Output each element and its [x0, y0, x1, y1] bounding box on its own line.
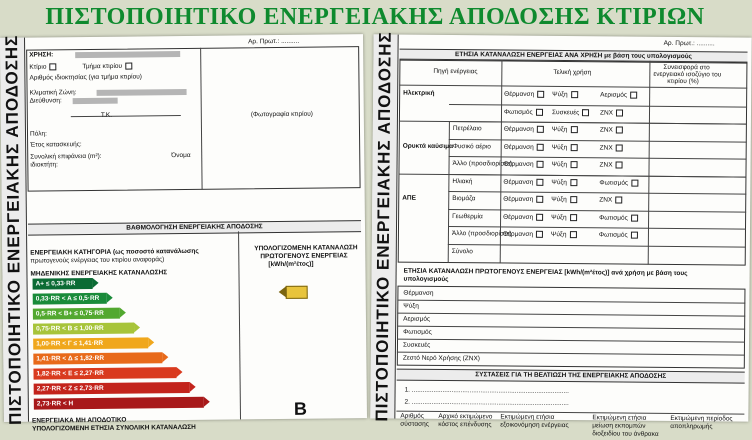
field-xrisi[interactable]: [75, 51, 180, 58]
use-checkbox[interactable]: [537, 161, 544, 168]
use-option: [503, 230, 543, 239]
checkbox-tmima[interactable]: [125, 63, 132, 70]
use-label: Ψύξη: [551, 143, 568, 151]
energy-class-bar: 2,27·RR < Ζ ≤ 2,73·RR: [34, 382, 190, 395]
source-name: Άλλο (προσδιορίστε): [452, 160, 513, 168]
use-label: Θέρμανση: [503, 213, 534, 221]
energy-class-bar: 0,75·RR < B ≤ 1,00·RR: [33, 323, 134, 335]
certificate-page-2: [370, 31, 751, 438]
use-option: [504, 108, 543, 117]
field-klimatiki[interactable]: [97, 89, 187, 96]
label-poli: Πόλη:: [29, 130, 47, 138]
use-option: [504, 125, 544, 134]
use-option: [504, 143, 544, 152]
use-option: [503, 213, 543, 222]
use-label: Συσκευές: [551, 108, 580, 116]
use-label: Φωτισμός: [599, 214, 628, 222]
low-label: ΕΝΕΡΓΕΙΑΚΑ ΜΗ ΑΠΟΔΟΤΙΚΟ: [31, 416, 127, 425]
protocol-number: Αρ. Πρωτ.: ..........: [248, 37, 300, 46]
use-checkbox[interactable]: [630, 92, 637, 99]
col-source: Πηγή ενέργειας: [433, 67, 478, 76]
use-label: Φωτισμός: [503, 108, 533, 116]
use-label: Ψύξη: [551, 178, 567, 186]
building-info-box: [26, 46, 360, 191]
use-label: Ψύξη: [551, 161, 568, 169]
use-label: Ψύξη: [552, 91, 568, 99]
source-name: Σύνολο: [451, 247, 473, 255]
recommendation-2: 2. .......................................................................................: [404, 398, 569, 408]
use-option: [551, 231, 577, 239]
use-option: [600, 91, 637, 100]
use-option: [600, 144, 623, 152]
use-option: [599, 214, 638, 223]
use-checkbox[interactable]: [537, 91, 544, 98]
use-label: ΖΝΧ: [599, 196, 613, 204]
use-checkbox[interactable]: [570, 179, 577, 186]
use-checkbox[interactable]: [616, 109, 623, 116]
label-tmima: Τμήμα κτιρίου: [82, 62, 123, 71]
use-option: [600, 109, 623, 117]
label-ktirio: Κτίριο: [29, 63, 47, 71]
primary-use-row: Συσκευές: [402, 341, 431, 349]
certificate-page-1: [0, 34, 367, 433]
use-option: [551, 213, 577, 221]
current-class-letter: B: [293, 398, 308, 419]
label-arithmos: Αριθμός ιδιοκτησίας (για τμήμα κτιρίου): [29, 73, 142, 82]
rating-header: ΒΑΘΜΟΛΟΓΗΣΗ ΕΝΕΡΓΕΙΑΚΗΣ ΑΠΟΔΟΣΗΣ: [28, 220, 361, 235]
use-label: Θέρμανση: [504, 90, 535, 98]
use-label: Θέρμανση: [503, 160, 534, 168]
use-checkbox[interactable]: [536, 213, 543, 220]
category-label-1: ΕΝΕΡΓΕΙΑΚΗ ΚΑΤΗΓΟΡΙΑ (ως ποσοστό κατανάλωσης: [30, 247, 199, 257]
source-name: Πετρέλαιο: [452, 125, 482, 133]
primary-use-row: Θέρμανση: [403, 289, 434, 297]
side-label: ΠΙΣΤΟΠΟΙΗΤΙΚΟ ΕΝΕΡΓΕΙΑΚΗΣ ΑΠΟΔΟΣΗΣ: [1, 34, 26, 425]
footer-label-1: ΥΠΟΛΟΓΙΖΟΜΕΝΗ ΕΤΗΣΙΑ ΣΥΝΟΛΙΚΗ ΚΑΤΑΝΑΛΩΣΗ: [32, 423, 196, 433]
use-checkbox[interactable]: [631, 232, 638, 239]
side-label-2: ΠΙΣΤΟΠΟΙΗΤΙΚΟ ΕΝΕΡΓΕΙΑΚΗΣ ΑΠΟΔΟΣΗΣ: [372, 31, 395, 422]
use-checkbox[interactable]: [616, 126, 623, 133]
source-name: Φυσικό αέριο: [452, 142, 491, 150]
use-option: [504, 160, 544, 169]
energy-class-bar: A+ ≤ 0,33·RR: [33, 278, 93, 290]
use-label: Θέρμανση: [502, 230, 534, 238]
use-label: Φωτισμός: [599, 179, 629, 187]
use-label: Ψύξη: [551, 196, 567, 204]
use-option: [599, 179, 638, 188]
col-contrib-2: ενεργειακό ισοζύγιο του: [653, 70, 722, 79]
source-name: Άλλο (προσδιορίστε): [451, 230, 512, 238]
use-option: [552, 108, 589, 117]
category-label-2: πρωτογενούς ενέργειας του κτιρίου αναφοράς): [30, 256, 165, 265]
use-option: [600, 126, 623, 134]
use-checkbox[interactable]: [569, 231, 576, 238]
col-use: Τελική χρήση: [553, 68, 592, 77]
zero-label: ΜΗΔΕΝΙΚΗΣ ΕΝΕΡΓΕΙΑΚΗΣ ΚΑΤΑΝΑΛΩΣΗΣ: [30, 269, 168, 278]
recommend-header: ΣΥΣΤΑΣΕΙΣ ΓΙΑ ΤΗ ΒΕΛΤΙΩΣΗ ΤΗΣ ΕΝΕΡΓΕΙΑΚΗΣ ΑΠΟΔΟΣΗΣ: [397, 369, 745, 384]
use-checkbox[interactable]: [570, 214, 577, 221]
use-checkbox[interactable]: [537, 143, 544, 150]
use-checkbox[interactable]: [536, 231, 543, 238]
use-checkbox[interactable]: [537, 126, 544, 133]
use-checkbox[interactable]: [582, 109, 589, 116]
investment-col-header: Εκτιμώμενη περίοδος αποπληρωμής: [670, 414, 733, 431]
use-option: [552, 126, 578, 134]
label-idioktiti: ιδιοκτήτη:: [30, 161, 58, 169]
use-label: Θέρμανση: [503, 178, 534, 186]
side-label-bar: [0, 34, 29, 425]
use-label: ΖΝΧ: [599, 161, 613, 169]
source-group: Ηλεκτρική: [403, 89, 435, 97]
use-checkbox[interactable]: [570, 144, 577, 151]
use-label: Ψύξη: [550, 231, 567, 239]
label-onoma: Όνομα: [171, 151, 191, 160]
primary-use-row: Ψύξη: [403, 302, 419, 310]
use-checkbox[interactable]: [616, 161, 623, 168]
use-label: Αερισμός: [600, 91, 628, 99]
col-contrib-1: Συνεισφορά στο: [663, 63, 710, 72]
use-option: [551, 196, 577, 204]
use-option: [600, 161, 623, 169]
use-option: [504, 90, 544, 99]
field-dieuthinsi[interactable]: [73, 98, 118, 104]
primary-header-2: υπολογισμούς: [403, 275, 449, 284]
use-checkbox[interactable]: [570, 161, 577, 168]
label-etos: Έτος κατασκευής:: [30, 141, 82, 149]
energy-class-bar: 1,82·RR < Ε ≤ 2,27·RR: [33, 367, 176, 379]
annual-consumption-header: ΕΤΗΣΙΑ ΚΑΤΑΝΑΛΩΣΗ ΕΝΕΡΓΕΙΑΣ ΑΝΑ ΧΡΗΣΗ με βάση τους υπολογισμούς: [399, 49, 747, 64]
use-checkbox[interactable]: [631, 214, 638, 221]
col-contrib-3: κτιρίου (%): [667, 77, 699, 86]
use-label: Ψύξη: [551, 126, 568, 134]
label-epifaneia: Συνολική επιφάνεια (m²):: [30, 152, 102, 161]
use-label: ΖΝΧ: [599, 126, 613, 134]
use-checkbox[interactable]: [631, 179, 638, 186]
energy-class-bar: 1,00·RR < Γ ≤ 1,41·RR: [33, 337, 148, 349]
primary-header-1: ΕΤΗΣΙΑ ΚΑΤΑΝΑΛΩΣΗ ΠΡΩΤΟΓΕΝΟΥΣ ΕΝΕΡΓΕΙΑΣ [kWh/(m²έτος)] ανά χρήση με βάση τους: [403, 267, 688, 278]
use-checkbox[interactable]: [536, 178, 543, 185]
use-option: [552, 161, 578, 169]
primary-use-row: Αερισμός: [403, 315, 431, 323]
calc-label-1: ΥΠΟΛΟΓΙΖΟΜΕΝΗ ΚΑΤΑΝΑΛΩΣΗ: [254, 244, 358, 253]
use-checkbox[interactable]: [615, 196, 622, 203]
use-checkbox[interactable]: [570, 196, 577, 203]
investment-col-header: Εκτιμώμενη ετήσια εξοικονόμηση ενέργειας: [500, 413, 569, 430]
current-rating-arrow: [286, 286, 308, 299]
use-label: ΖΝΧ: [599, 109, 614, 117]
use-checkbox[interactable]: [616, 144, 623, 151]
label-klimatiki: Κλιματική Ζώνη:: [29, 89, 77, 97]
side-label-bar-2: [370, 31, 398, 422]
use-option: [599, 231, 638, 240]
use-checkbox[interactable]: [536, 196, 543, 203]
use-checkbox[interactable]: [571, 91, 578, 98]
use-label: Φωτισμός: [598, 231, 628, 239]
page-title: ΠΙΣΤΟΠΟΙΗΤΙΚΟ ΕΝΕΡΓΕΙΑΚΗΣ ΑΠΟΔΟΣΗΣ ΚΤΙΡΙΩΝ: [45, 4, 705, 30]
use-label: Θέρμανση: [503, 195, 534, 203]
investment-col-header: Αρχικό εκτιμώμενο κόστος επένδυσης: [438, 412, 493, 429]
use-option: [503, 178, 543, 187]
calc-label-3: [kWh/(m²έτος)]: [268, 260, 314, 269]
use-label: ΖΝΧ: [599, 144, 613, 152]
primary-use-row: Ζεστό Νερό Χρήσης (ΖΝΧ): [402, 354, 481, 363]
source-group: ΑΠΕ: [402, 194, 417, 202]
use-option: [599, 196, 622, 204]
investment-col-header: Εκτιμώμενη ετήσια μείωση εκπομπών διοξειδίου του άνθρακα: [592, 414, 659, 438]
primary-use-row: Φωτισμός: [403, 328, 432, 336]
use-option: [551, 178, 577, 186]
use-checkbox[interactable]: [570, 126, 577, 133]
investment-col-header: Αριθμός σύστασης: [400, 412, 429, 428]
energy-class-bar: 1,41·RR < Δ ≤ 1,82·RR: [33, 352, 162, 364]
protocol-number-2: Αρ. Πρωτ.: ..........: [663, 39, 715, 48]
use-label: Ψύξη: [551, 213, 567, 221]
source-name: Ηλιακή: [452, 177, 473, 185]
recommendation-1: 1. .......................................................................................: [404, 386, 569, 396]
energy-class-bar: 2,73·RR < Η: [34, 397, 204, 410]
source-name: Γεωθερμία: [452, 212, 483, 220]
use-label: Θέρμανση: [503, 125, 534, 133]
label-xrisi: ΧΡΗΣΗ:: [29, 51, 54, 59]
photo-placeholder: (Φωτογραφία κτιρίου): [250, 110, 313, 119]
use-option: [503, 195, 543, 204]
use-checkbox[interactable]: [536, 108, 543, 115]
use-option: [552, 91, 578, 99]
label-dieuthinsi: Διεύθυνση:: [29, 97, 62, 105]
source-group: Ορυκτά καύσιμα: [402, 142, 454, 150]
source-name: Βιομάζα: [452, 195, 476, 203]
use-label: Θέρμανση: [503, 143, 534, 151]
energy-class-bar: 0,5·RR < B+ ≤ 0,75·RR: [33, 308, 120, 320]
label-tk: Τ.Κ.: [100, 111, 113, 119]
checkbox-ktirio[interactable]: [49, 63, 56, 70]
calc-label-2: ΠΡΩΤΟΓΕΝΟΥΣ ΕΝΕΡΓΕΙΑΣ: [260, 252, 348, 261]
energy-class-bar: 0,33·RR < A ≤ 0,5·RR: [33, 293, 107, 305]
use-option: [552, 143, 578, 151]
